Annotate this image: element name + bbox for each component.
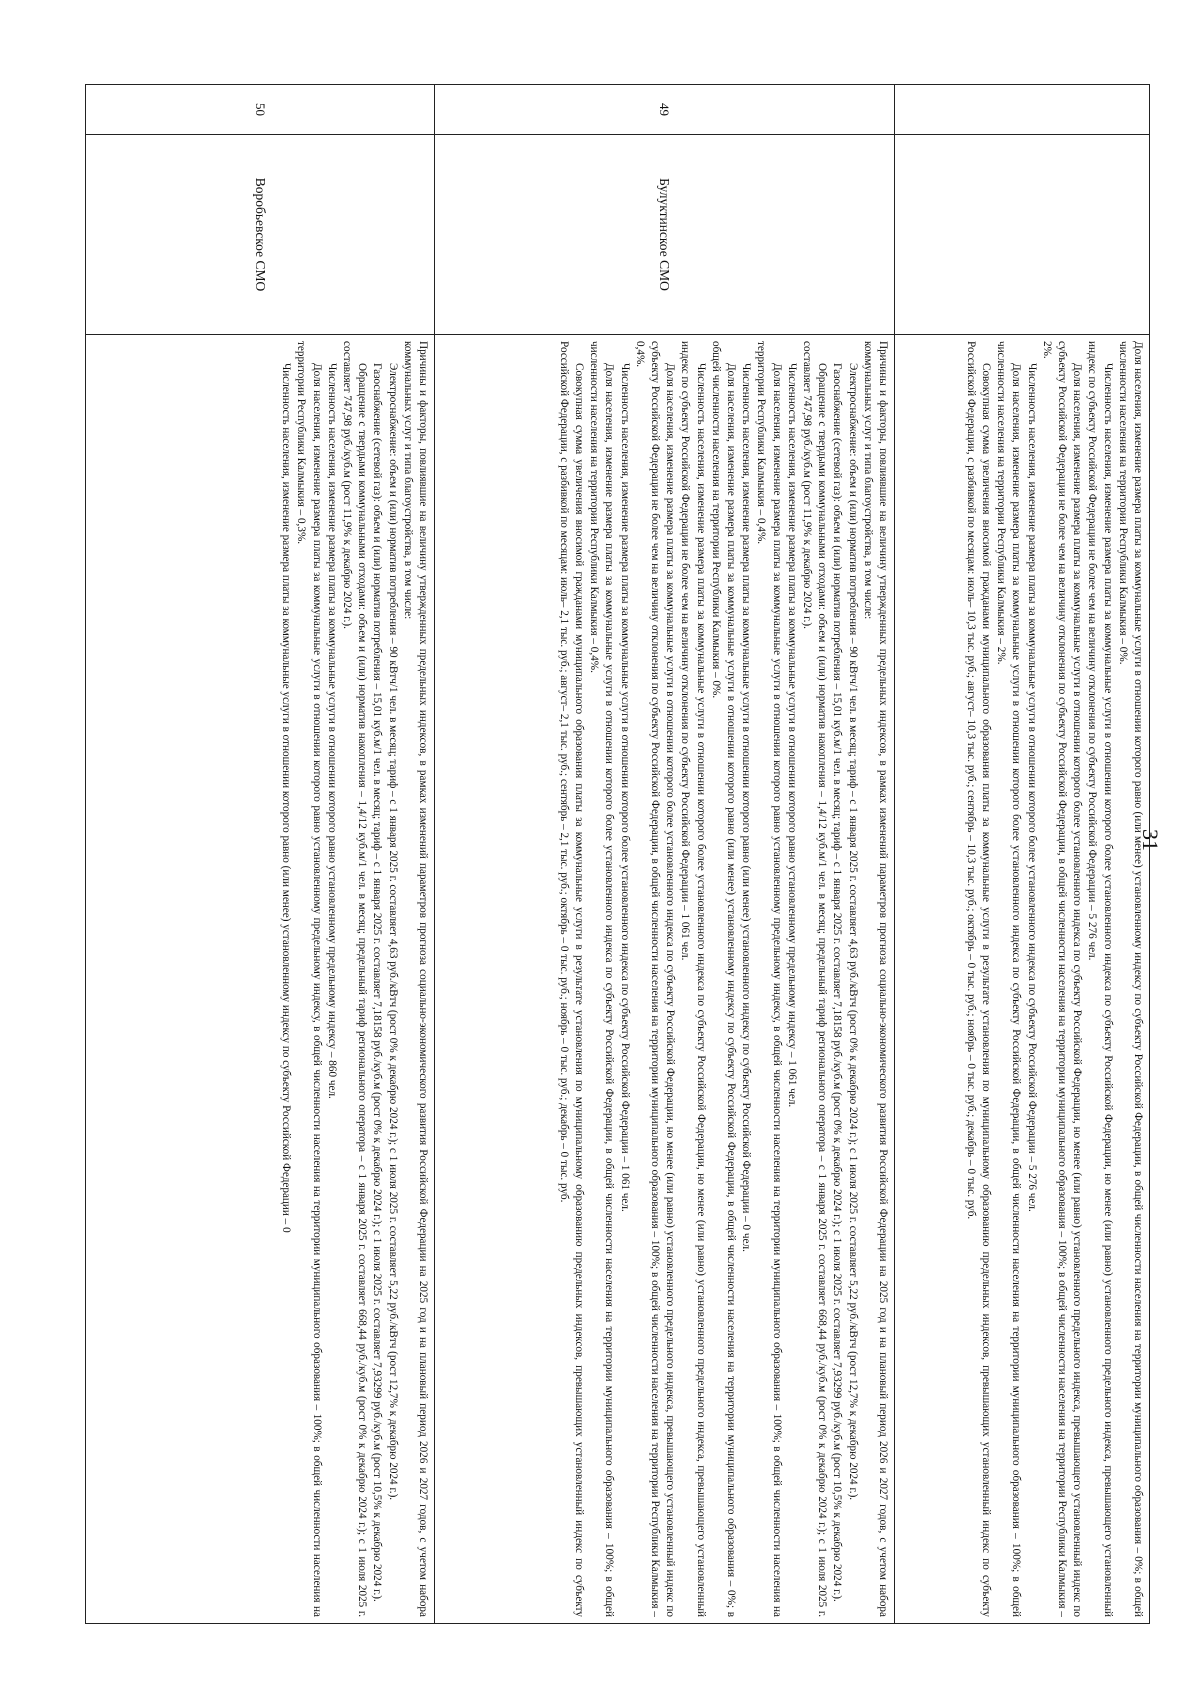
paragraph: Доля населения, изменение размера платы за коммунальные услуги в отношении которого более установленного индекса по субъекту Российской Федерации, в общей численности населения на территории муниципального образования – 100%; в общей численности населения на территории Республики Калмыкия – 2%. bbox=[995, 341, 1023, 1617]
paragraph: Численность населения, изменение размера платы за коммунальные услуги в отношении которого равно (или менее) установленного индексу по субъекту Российской Федерации – 0 чел. bbox=[740, 363, 753, 1252]
paragraph: Доля населения, изменение размера платы за коммунальные услуги в отношении которого более установленного индекса по субъекту Российской Федерации, но менее (или равно) установленного предельного индекса, превышающего установленный индекс по субъекту Российской Федерации не более чем на величину отклонения по субъекту Российской Федерации, в общей численности населения на территории муниципального образования – 100%; в общей численности населения на территории Республики Калмыкия – 2%. bbox=[1040, 341, 1084, 1617]
paragraph: Доля населения, изменение размера платы за коммунальные услуги в отношении которого равно установленному предельному индексу, в общей численности населения на территории муниципального образования – 100%; в общей численности населения на территории Республики Калмыкия – 0,4%. bbox=[755, 341, 783, 1617]
paragraph: Численность населения, изменение размера платы за коммунальные услуги в отношении которого более установленного индекса по субъекту Российской Федерации – 1 061 чел. bbox=[618, 363, 631, 1212]
paragraph: Совокупная сумма увеличения вносимой гражданами муниципального образования платы за коммунальные услуги в результате установления по муниципальному образованию предельных индексов, превышающих установленный индекс по субъекту Российской Федерации, с разбивкой по месяцам: июль– 2,1 тыс. руб.; август– 2,1 тыс. руб.; сентябрь – 2,1 тыс. руб.; октябрь – 0 тыс. руб.; ноябрь – 0 тыс. руб.; декабрь – 0 тыс. руб. bbox=[557, 341, 585, 1617]
table-row bbox=[86, 85, 435, 1624]
row-number: 50 bbox=[86, 85, 435, 135]
page-number: 31 bbox=[1138, 829, 1163, 851]
paragraph: Обращение с твердыми коммунальными отходами: объем и (или) норматив накопления – 1,4/12 куб.м/1 чел. в месяц; предельный тариф регионального оператора – с 1 января 2025 г. составляет 668,44 руб./куб.м (рост 0% к декабрю 2024 г.); с 1 июля 2025 г. составляет 747,98 руб./куб.м (рост 11,9% к декабрю 2024 г.). bbox=[340, 341, 369, 1617]
paragraph: Доля населения, изменение размера платы за коммунальные услуги в отношении которого более установленного индекса по субъекту Российской Федерации, в общей численности населения на территории муниципального образования – 100%; в общей численности населения на территории Республики Калмыкия – 0,4%. bbox=[588, 341, 616, 1617]
table-row bbox=[435, 85, 895, 1624]
rotated-page-content bbox=[85, 84, 1150, 1624]
municipality-name bbox=[895, 135, 1150, 335]
paragraph: Доля населения, изменение размера платы за коммунальные услуги в отношении которого более установленного индекса по субъекту Российской Федерации, но менее (или равно) установленного предельного индекса, превышающего установленный индекс по субъекту Российской Федерации не более чем на величину отклонения по субъекту Российской Федерации, в общей численности населения на территории муниципального образования – 100%; в общей численности населения на территории Республики Калмыкия – 0,4%. bbox=[633, 341, 677, 1617]
paragraph: Электроснабжение: объем и (или) норматив потребления – 90 кВтч/1 чел. в месяц; тариф – с 1 января 2025 г. составляет 4,63 руб./кВтч (рост 0% к декабрю 2024 г.); с 1 июля 2025 г. составляет 5,22 руб./кВтч (рост 12,7% к декабрю 2024 г.). bbox=[846, 363, 859, 1501]
paragraph: Совокупная сумма увеличения вносимой гражданами муниципального образования платы за коммунальные услуги в результате установления по муниципальному образованию предельных индексов, превышающих установленный индекс по субъекту Российской Федерации, с разбивкой по месяцам: июль– 10,3 тыс. руб.; август– 10,3 тыс. руб.; сентябрь – 10,3 тыс. руб.; октябрь – 0 тыс. руб.; ноябрь – 0 тыс. руб.; декабрь – 0 тыс. руб. bbox=[964, 341, 992, 1617]
paragraph: Газоснабжение (сетевой газ): объем и (или) норматив потребления – 15,01 куб.м/1 чел. в месяц; тариф – с 1 января 2025 г. составляет 7,18158 руб./куб.м (рост 0% к декабрю 2024 г.); с 1 июля 2025 г. составляет 7,93299 руб./куб.м (рост 10,5% к декабрю 2024 г.). bbox=[371, 363, 384, 1602]
row-text bbox=[86, 335, 435, 1624]
municipality-name: Воробьевское СМО bbox=[86, 135, 435, 335]
paragraph: Численность населения, изменение размера платы за коммунальные услуги в отношении которого более установленного индекса по субъекту Российской Федерации, но менее (или равно) установленного предельного индекса, превышающего установленный индекс по субъекту Российской Федерации не более чем на величину отклонения по субъекту Российской Федерации – 1 061 чел. bbox=[679, 341, 707, 1617]
row-number bbox=[895, 85, 1150, 135]
paragraph: Причины и факторы, повлиявшие на величину утвержденных предельных индексов, в рамках изменений параметров прогноза социально-экономического развития Российской Федерации на 2025 год и на плановый период 2026 и 2027 годов, с учетом набора коммунальных услуг и типа благоустройства, в том числе: bbox=[401, 341, 429, 1617]
paragraph: Доля населения, изменение размера платы за коммунальные услуги в отношении которого равно установленному предельному индексу, в общей численности населения на территории муниципального образования – 100%; в общей численности населения на территории Республики Калмыкия – 0,3%. bbox=[295, 341, 323, 1617]
paragraph: Доля населения, изменение размера платы за коммунальные услуги в отношении которого равно (или менее) установленному индексу по субъекту Российской Федерации, в общей численности населения на территории муниципального образования – 0%; в общей численности населения на территории Республики Калмыкия – 0%. bbox=[1116, 341, 1144, 1617]
paragraph: Газоснабжение (сетевой газ): объем и (или) норматив потребления – 15,01 куб.м/1 чел. в месяц; тариф – с 1 января 2025 г. составляет 7,18158 руб./куб.м (рост 0% к декабрю 2024 г.); с 1 июля 2025 г. составляет 7,93299 руб./куб.м (рост 10,5% к декабрю 2024 г.). bbox=[831, 363, 844, 1602]
paragraph: Численность населения, изменение размера платы за коммунальные услуги в отношении которого более установленного индекса по субъекту Российской Федерации – 5 276 чел. bbox=[1025, 363, 1038, 1212]
row-text bbox=[435, 335, 895, 1624]
municipality-name: Булуктинское СМО bbox=[435, 135, 895, 335]
paragraph: Электроснабжение: объем и (или) норматив потребления – 90 кВтч/1 чел. в месяц; тариф – с 1 января 2025 г. составляет 4,63 руб./кВтч (рост 0% к декабрю 2024 г.); с 1 июля 2025 г. составляет 5,22 руб./кВтч (рост 12,7% к декабрю 2024 г.). bbox=[386, 363, 399, 1501]
paragraph: Доля населения, изменение размера платы за коммунальные услуги в отношении которого равно (или менее) установленному индексу по субъекту Российской Федерации, в общей численности населения на территории муниципального образования – 0%; в общей численности населения на территории Республики Калмыкия – 0%. bbox=[709, 341, 737, 1617]
indices-table bbox=[85, 84, 1150, 1624]
paragraph: Численность населения, изменение размера платы за коммунальные услуги в отношении которого равно установленному предельному индексу – 860 чел. bbox=[325, 363, 338, 1099]
paragraph: Численность населения, изменение размера платы за коммунальные услуги в отношении которого равно (или менее) установленному индексу по субъекту Российской Федерации – 0 bbox=[280, 363, 293, 1233]
row-text bbox=[895, 335, 1150, 1624]
table-row bbox=[895, 85, 1150, 1624]
paragraph: Численность населения, изменение размера платы за коммунальные услуги в отношении которого более установленного индекса по субъекту Российской Федерации, но менее (или равно) установленного предельного индекса, превышающего установленный индекс по субъекту Российской Федерации не более чем на величину отклонения по субъекту Российской Федерации – 5 276 чел. bbox=[1086, 341, 1114, 1617]
row-number: 49 bbox=[435, 85, 895, 135]
paragraph: Обращение с твердыми коммунальными отходами: объем и (или) норматив накопления – 1,4/12 куб.м/1 чел. в месяц; предельный тариф регионального оператора – с 1 января 2025 г. составляет 668,44 руб./куб.м (рост 0% к декабрю 2024 г.); с 1 июля 2025 г. составляет 747,98 руб./куб.м (рост 11,9% к декабрю 2024 г.). bbox=[800, 341, 829, 1617]
paragraph: Причины и факторы, повлиявшие на величину утвержденных предельных индексов, в рамках изменений параметров прогноза социально-экономического развития Российской Федерации на 2025 год и на плановый период 2026 и 2027 годов, с учетом набора коммунальных услуг и типа благоустройства, в том числе: bbox=[861, 341, 889, 1617]
paragraph: Численность населения, изменение размера платы за коммунальные услуги в отношении которого равно установленному предельному индексу – 1 061 чел. bbox=[785, 363, 798, 1108]
